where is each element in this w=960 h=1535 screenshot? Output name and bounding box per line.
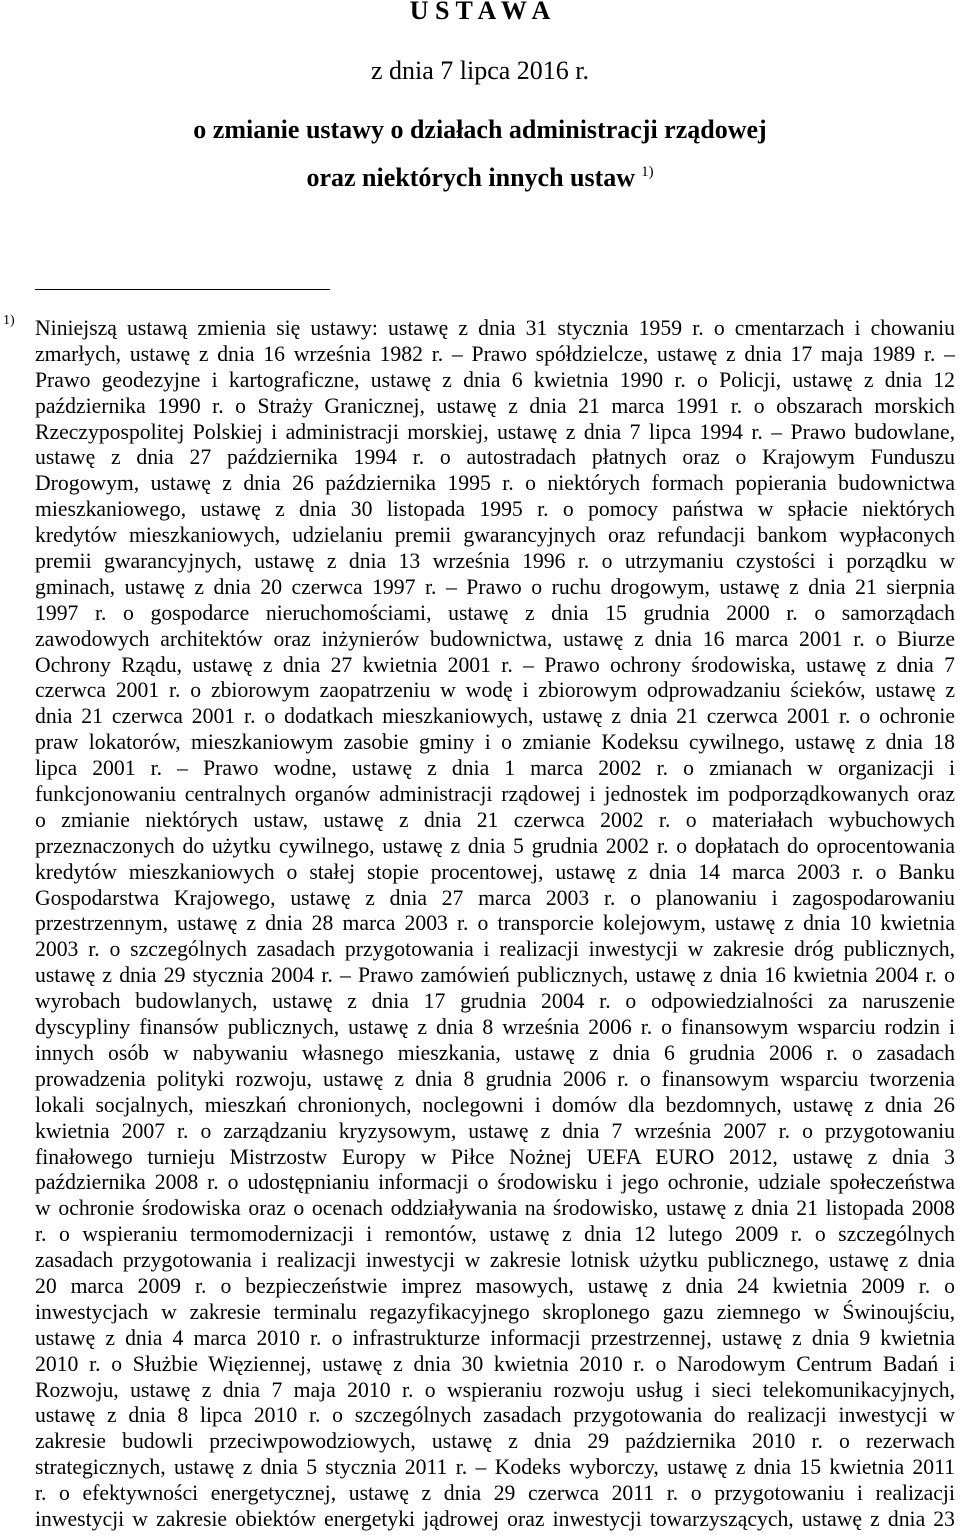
footnote-line: prowadzenia polityki rozwoju, ustawę z dnia 8 grudnia 2006 r. o finansowym wsparciu tworzenia (35, 1066, 955, 1091)
footnote-line: strategicznych, ustawę z dnia 5 stycznia 2011 r. – Kodeks wyborczy, ustawę z dnia 15 kwietnia 2011 (35, 1455, 955, 1480)
footnote-line: zmarłych, ustawę z dnia 16 września 1982 r. – Prawo spółdzielcze, ustawę z dnia 17 maja 1989 r. – (35, 341, 955, 366)
footnote-line: zakresie budowli przeciwpowodziowych, ustawę z dnia 29 października 2010 r. o rezerwach (35, 1429, 955, 1454)
footnote-line: zawodowych architektów oraz inżynierów budownictwa, ustawę z dnia 16 marca 2001 r. o Biurze (35, 626, 955, 651)
footnote-line: lipca 2001 r. – Prawo wodne, ustawę z dnia 1 marca 2002 r. o zmianach w organizacji i (35, 756, 955, 781)
footnote-line: r. o wspieraniu termomodernizacji i remontów, ustawę z dnia 12 lutego 2009 r. o szczególnych (35, 1222, 955, 1247)
footnote-line: zasadach przygotowania i realizacji inwestycji w zakresie lotnisk użytku publicznego, ustawę z dnia (35, 1248, 955, 1273)
footnote-line: praw lokatorów, mieszkaniowym zasobie gminy i o zmianie Kodeksu cywilnego, ustawę z dnia 18 (35, 730, 955, 755)
footnote-line: premii gwarancyjnych, ustawę z dnia 13 września 1996 r. o utrzymaniu czystości i porządku w (35, 549, 955, 574)
footnote-text (35, 316, 955, 1533)
document-subject-line-2 (0, 163, 960, 193)
footnote-line: października 1990 r. o Straży Granicznej, ustawę z dnia 21 marca 1991 r. o obszarach morskich (35, 393, 955, 418)
footnote-line: ustawę z dnia 4 marca 2010 r. o infrastrukturze informacji przestrzennej, ustawę z dnia 9 kwietnia (35, 1325, 955, 1350)
footnote-line: Rozwoju, ustawę z dnia 7 maja 2010 r. o wspieraniu rozwoju usług i sieci telekomunikacyjnych, (35, 1377, 955, 1402)
footnote-line: 1997 r. o gospodarce nieruchomościami, ustawę z dnia 15 grudnia 2000 r. o samorządach (35, 600, 955, 625)
footnote-line: ustawę z dnia 29 stycznia 2004 r. – Prawo zamówień publicznych, ustawę z dnia 16 kwietnia 2004 r. o (35, 963, 955, 988)
footnote-line: ustawę z dnia 27 października 1994 r. o autostradach płatnych oraz o Krajowym Funduszu (35, 445, 955, 470)
footnote-line: Rzeczypospolitej Polskiej i administracji morskiej, ustawę z dnia 7 lipca 1994 r. – Prawo budowlane, (35, 419, 955, 444)
footnote-line: Drogowym, ustawę z dnia 26 października 1995 r. o niektórych formach popierania budownictwa (35, 471, 955, 496)
footnote-line: innych osób w nabywaniu własnego mieszkania, ustawę z dnia 6 grudnia 2006 r. o zasadach (35, 1040, 955, 1065)
footnote-line: dyscypliny finansów publicznych, ustawę z dnia 8 września 2006 r. o finansowym wsparciu rodzin i (35, 1015, 955, 1040)
footnote-line: 2003 r. o szczególnych zasadach przygotowania i realizacji inwestycji w zakresie dróg publicznych, (35, 937, 955, 962)
footnote-line: ustawę z dnia 8 lipca 2010 r. o szczególnych zasadach przygotowania do realizacji inwestycji w (35, 1403, 955, 1428)
footnote-reference: 1) (641, 164, 654, 181)
footnote-line: kredytów mieszkaniowych o stałej stopie procentowej, ustawę z dnia 14 marca 2003 r. o Banku (35, 859, 955, 884)
footnote-line: r. o efektywności energetycznej, ustawę z dnia 29 czerwca 2011 r. o przygotowaniu i realizacji (35, 1481, 955, 1506)
footnote-line: w ochronie środowiska oraz o ocenach oddziaływania na środowisko, ustawę z dnia 21 listopada 2008 (35, 1196, 955, 1221)
footnote-separator (35, 289, 330, 290)
footnote-line: wyrobach budowlanych, ustawę z dnia 17 grudnia 2004 r. o odpowiedzialności za naruszenie (35, 989, 955, 1014)
footnote-line: czerwca 2001 r. o zbiorowym zaopatrzeniu w wodę i zbiorowym odprowadzaniu ścieków, ustawę z (35, 678, 955, 703)
footnote-line: Prawo geodezyjne i kartograficzne, ustawę z dnia 6 kwietnia 1990 r. o Policji, ustawę z dnia 12 (35, 367, 955, 392)
footnote-line: przestrzennym, ustawę z dnia 28 marca 2003 r. o transporcie kolejowym, ustawę z dnia 10 kwietnia (35, 911, 955, 936)
footnote-line: funkcjonowaniu centralnych organów administracji rządowej i jednostek im podporządkowanych oraz (35, 782, 955, 807)
footnote-line: października 2008 r. o udostępnianiu informacji o środowisku i jego ochronie, udziale społeczeństwa (35, 1170, 955, 1195)
footnote-line: kredytów mieszkaniowych, udzielaniu premii gwarancyjnych oraz refundacji bankom wypłaconych (35, 523, 955, 548)
document-subject-line-1: o zmianie ustawy o działach administracji rządowej (193, 115, 767, 144)
footnote-line: Niniejszą ustawą zmienia się ustawy: ustawę z dnia 31 stycznia 1959 r. o cmentarzach i chowaniu (35, 316, 955, 340)
document-title: U S T A W A (409, 0, 551, 25)
footnote-line: 2010 r. o Służbie Więziennej, ustawę z dnia 30 kwietnia 2010 r. o Narodowym Centrum Badań i (35, 1351, 955, 1376)
document-subject-text: oraz niektórych innych ustaw (306, 163, 636, 192)
footnote-line: 20 marca 2009 r. o bezpieczeństwie imprez masowych, ustawę z dnia 24 kwietnia 2009 r. o (35, 1273, 955, 1298)
footnote-line: lokali socjalnych, mieszkań chronionych, noclegowni i domów dla bezdomnych, ustawę z dnia 26 (35, 1092, 955, 1117)
footnote-line: finałowego turnieju Mistrzostw Europy w Piłce Nożnej UEFA EURO 2012, ustawę z dnia 3 (35, 1144, 955, 1169)
footnote-line: gminach, ustawę z dnia 20 czerwca 1997 r. – Prawo o ruchu drogowym, ustawę z dnia 21 sierpnia (35, 574, 955, 599)
footnote-line: Ochrony Rządu, ustawę z dnia 27 kwietnia 2001 r. – Prawo ochrony środowiska, ustawę z dnia 7 (35, 652, 955, 677)
footnote-line: inwestycji w zakresie obiektów energetyki jądrowej oraz inwestycji towarzyszących, ustawę z dnia 23 (35, 1506, 955, 1531)
footnote-line: dnia 21 czerwca 2001 r. o dodatkach mieszkaniowych, ustawę z dnia 21 czerwca 2001 r. o ochronie (35, 704, 955, 729)
footnote-line: Gospodarstwa Krajowego, ustawę z dnia 27 marca 2003 r. o planowaniu i zagospodarowaniu (35, 885, 955, 910)
footnote-line: przeznaczonych do użytku cywilnego, ustawę z dnia 5 grudnia 2002 r. o dopłatach do oprocentowania (35, 833, 955, 858)
footnote-line: kwietnia 2007 r. o zarządzaniu kryzysowym, ustawę z dnia 7 września 2007 r. o przygotowaniu (35, 1118, 955, 1143)
footnote-marker: 1) (3, 313, 15, 328)
footnote-line: inwestycjach w zakresie terminalu regazyfikacyjnego skroplonego gazu ziemnego w Świnoujściu, (35, 1299, 955, 1324)
document-date: z dnia 7 lipca 2016 r. (370, 56, 590, 85)
footnote-line: mieszkaniowego, ustawę z dnia 30 listopada 1995 r. o pomocy państwa w spłacie niektórych (35, 497, 955, 522)
footnote-line: o zmianie niektórych ustaw, ustawę z dnia 21 czerwca 2002 r. o materiałach wybuchowych (35, 807, 955, 832)
